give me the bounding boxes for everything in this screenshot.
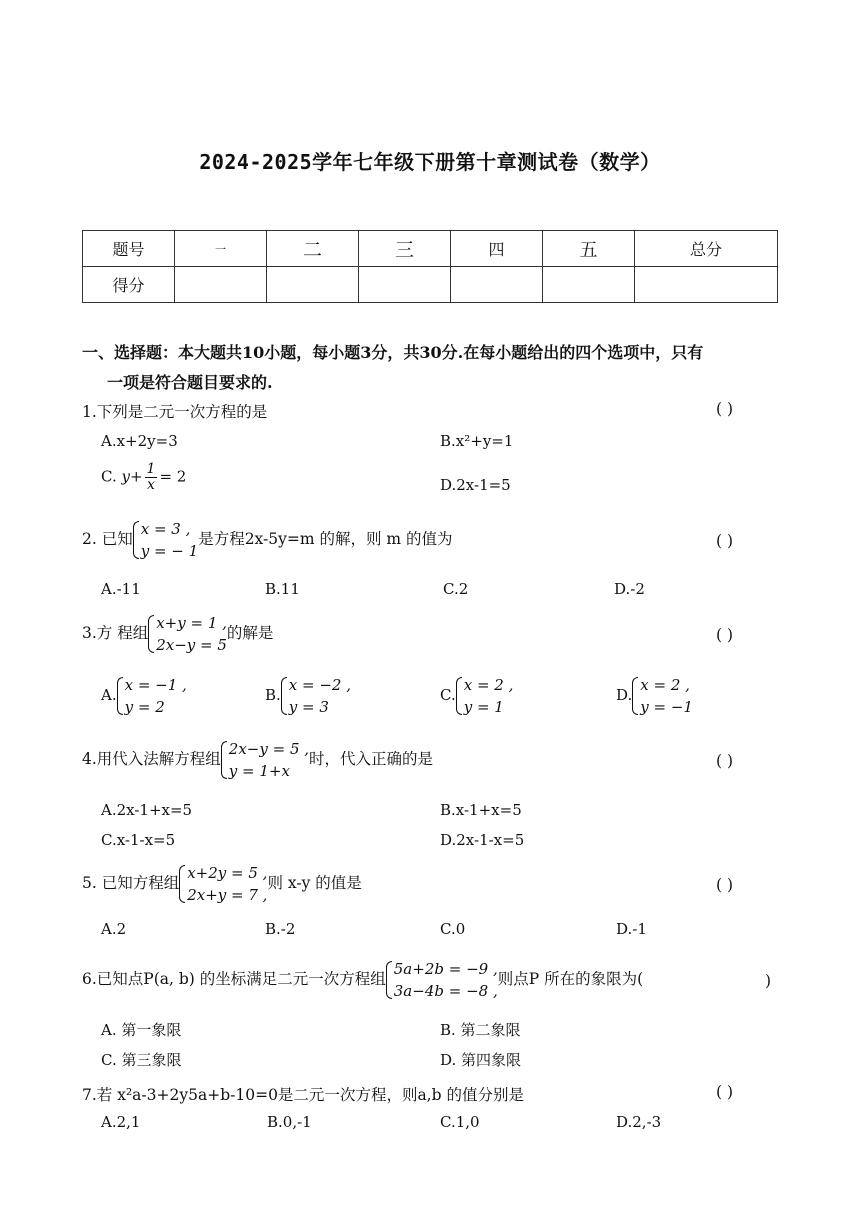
answer-paren[interactable]: ( ) [716,626,734,644]
option-d: D. 第四象限 [440,1051,522,1069]
option-b: B.11 [265,580,300,598]
question-3: 3.方 程组 x+y = 1 , 2x−y = 5 的解是 [82,614,274,654]
score-header-cell: 题号 [83,231,175,267]
score-table-header-row [83,231,778,267]
option-c: C.0 [440,920,466,938]
option-b: B.-2 [265,920,296,938]
option-a: A.2x-1+x=5 [101,801,193,819]
question-1: 1.下列是二元一次方程的是 [82,403,268,421]
option-c: C. y+ $\frac{1}{x}$ = 2 [101,461,187,493]
option-d: D.2x-1=5 [440,476,511,494]
option-c: C.1,0 [440,1113,480,1131]
option-a: A.2 [101,920,127,938]
fraction: $\frac{1}{x}$ [146,461,156,493]
option-a: A. 第一象限 [101,1021,182,1039]
score-input-cell[interactable] [635,267,778,303]
equation-system: 5a+2b = −9 , 3a−4b = −8 , [386,958,498,1002]
score-header-cell: 二 [267,231,359,267]
equation-system: x = 2 , y = −1 [632,674,693,718]
section-heading [82,338,782,398]
option-d: D. x = 2 , y = −1 [616,676,693,716]
score-input-cell[interactable] [543,267,635,303]
option-d: D.-2 [614,580,645,598]
score-input-cell[interactable] [267,267,359,303]
option-c: C. x = 2 , y = 1 [440,676,514,716]
answer-paren-close[interactable]: ) [765,972,772,990]
question-5: 5. 已知方程组 x+2y = 5 , 2x+y = 7 , 则 x-y 的值是 [82,864,362,904]
section-heading-line: 一项是符合题目要求的. [107,373,273,392]
score-table-score-row [83,267,778,303]
equation-system: x = −2 , y = 3 [281,674,351,718]
option-b: B. 第二象限 [440,1021,521,1039]
option-c: C.2 [443,580,469,598]
math-expr: y+ [121,467,143,486]
section-heading-line: 一、选择题：本大题共10小题，每小题3分，共30分.在每小题给出的四个选项中，只有 [82,343,704,362]
answer-paren[interactable]: ( ) [716,400,734,418]
answer-paren[interactable]: ( ) [716,1083,734,1101]
equation-system: x = 3 , y = − 1 [133,518,198,562]
equation-system: x+y = 1 , 2x−y = 5 [148,612,227,656]
score-header-cell: 一 [175,231,267,267]
option-d: D.2x-1-x=5 [440,831,525,849]
option-b: B.x-1+x=5 [440,801,522,819]
score-input-cell[interactable] [359,267,451,303]
score-header-cell: 五 [543,231,635,267]
score-input-cell[interactable] [175,267,267,303]
question-2: 2. 已知 x = 3 , y = − 1 是方程2x-5y=m 的解，则 m 的值为 [82,520,453,560]
answer-paren[interactable]: ( ) [716,752,734,770]
option-a: A.2,1 [101,1113,141,1131]
option-d: D.2,-3 [616,1113,662,1131]
score-row-label: 得分 [83,267,175,303]
option-c: C. 第三象限 [101,1051,182,1069]
score-header-cell: 三 [359,231,451,267]
equation-system: x = 2 , y = 1 [456,674,514,718]
option-b: B. x = −2 , y = 3 [265,676,352,716]
option-a: A. x = −1 , y = 2 [101,676,187,716]
equation-system: 2x−y = 5 , y = 1+x [221,738,309,782]
question-4: 4.用代入法解方程组 2x−y = 5 , y = 1+x 时，代入正确的是 [82,740,434,780]
question-7: 7.若 x²a-3+2y5a+b-10=0是二元一次方程，则a,b 的值分别是 [82,1086,524,1104]
option-d: D.-1 [616,920,647,938]
score-table [82,230,778,303]
option-a: A.-11 [101,580,141,598]
score-input-cell[interactable] [451,267,543,303]
option-b: B.0,-1 [267,1113,312,1131]
option-b: B.x²+y=1 [440,432,514,450]
page-title: 2024-2025学年七年级下册第十章测试卷（数学） [199,150,661,174]
question-6: 6.已知点P(a, b) 的坐标满足二元一次方程组 5a+2b = −9 , 3a−4b = −8 , 则点P 所在的象限为( [82,960,644,1000]
score-header-cell: 四 [451,231,543,267]
answer-paren[interactable]: ( ) [716,876,734,894]
option-c: C.x-1-x=5 [101,831,176,849]
score-header-cell: 总分 [635,231,778,267]
equation-system: x+2y = 5 , 2x+y = 7 , [179,862,267,906]
option-a: A.x+2y=3 [101,432,178,450]
answer-paren[interactable]: ( ) [716,532,734,550]
equation-system: x = −1 , y = 2 [117,674,187,718]
